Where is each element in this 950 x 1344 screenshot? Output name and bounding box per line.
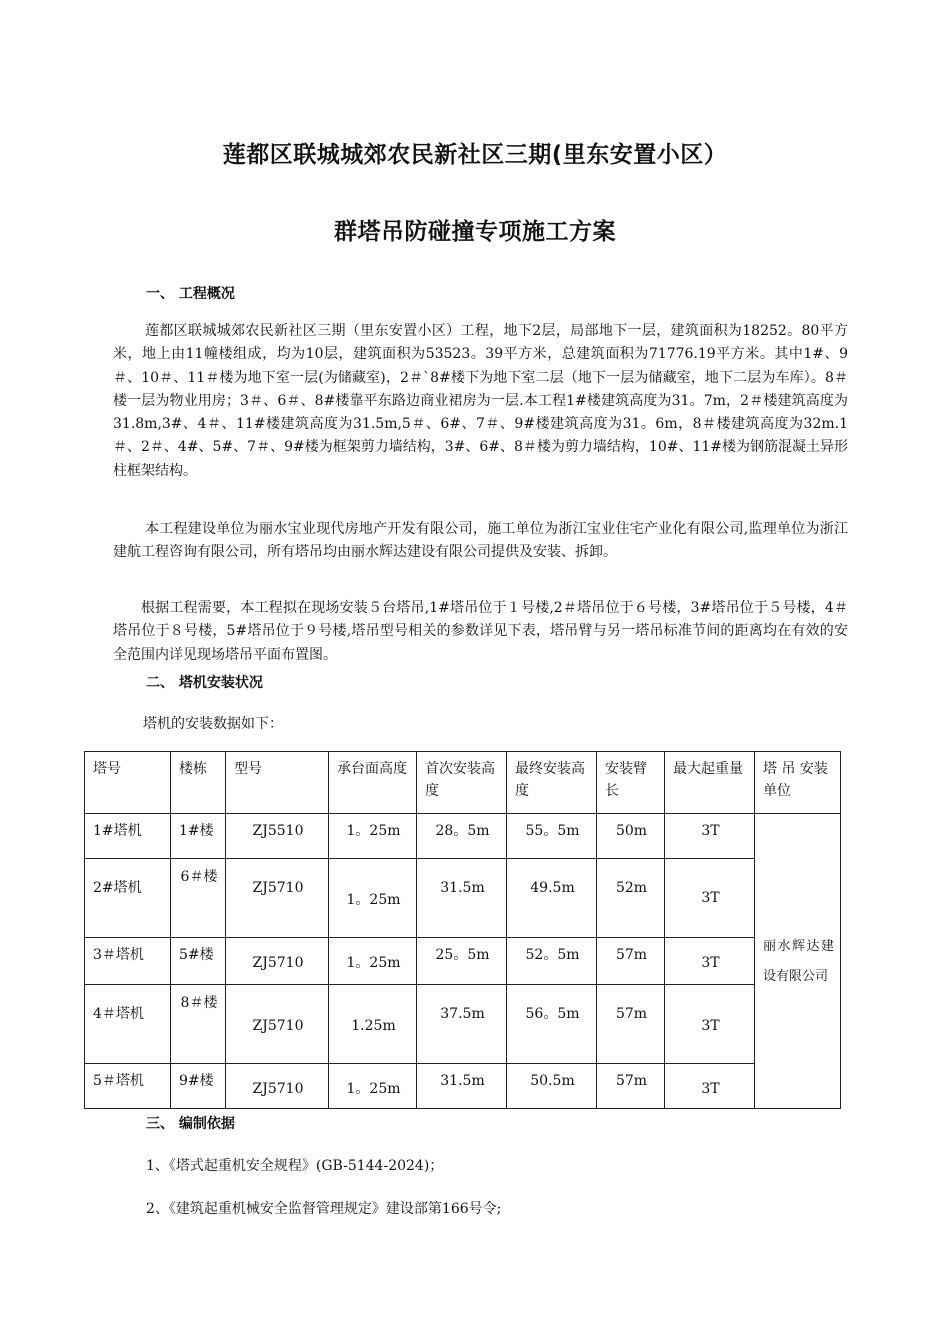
- reference-item: 2、《建筑起重机械安全监督管理规定》建设部第166号令;: [146, 1201, 502, 1217]
- table-row: [85, 1064, 841, 1109]
- section2-heading: 二、 塔机安装状况: [146, 675, 263, 691]
- cell-tower-no: 5＃塔机: [85, 1064, 171, 1109]
- cell-base-height: 1。25m: [329, 938, 417, 985]
- cell-model: ZJ5710: [226, 938, 329, 985]
- cell-tower-no: 1#塔机: [85, 814, 171, 859]
- cell-base-height: 1.25m: [329, 985, 417, 1064]
- cell-initial-height: 31.5m: [417, 859, 507, 938]
- table-row: [85, 938, 841, 985]
- section1-paragraph2: 本工程建设单位为丽水宝业现代房地产开发有限公司，施工单位为浙江宝业住宅产业化有限公司,监理单位为浙江建航工程咨询有限公司，所有塔吊均由丽水辉达建设有限公司提供及安装、拆卸。: [113, 521, 848, 561]
- header-cell: 最终安装高度: [507, 752, 597, 814]
- cell-initial-height: 37.5m: [417, 985, 507, 1064]
- cell-model: ZJ5710: [226, 1064, 329, 1109]
- section1-heading: 一、 工程概况: [146, 286, 235, 302]
- cell-max-load: 3T: [665, 985, 755, 1064]
- header-cell: 楼栋: [171, 752, 226, 814]
- tower-crane-table: [84, 751, 841, 1109]
- header-cell: 承台面高度: [329, 752, 417, 814]
- cell-max-load: 3T: [665, 938, 755, 985]
- cell-base-height: 1。25m: [329, 859, 417, 938]
- cell-final-height: 49.5m: [507, 859, 597, 938]
- section1-paragraph1: 莲都区联城城郊农民新社区三期（里东安置小区）工程，地下2层，局部地下一层，建筑面积为18252。80平方米，地上由11幢楼组成，均为10层，建筑面积为53523。39平方米，总建筑面积为71776.19平方米。其中1#、9＃、10＃、11＃楼为地下室一层(为储藏室)，2＃`8#楼下为地下室二层（地下一层为储藏室，地下二层为车库）。8＃楼一层为物业用房；3＃、6＃、8#楼靠平东路边商业裙房为一层.本工程1#楼建筑高度为31。7m，2＃楼建筑高度为31.8m,3#、4＃、11#楼建筑高度为31.5m,5＃、6#、7＃、9#楼建筑高度为31。6m，8＃楼建筑高度为32m.1＃、2＃、4#、5#、7＃、9#楼为框架剪力墙结构，3#、6#、8＃楼为剪力墙结构，10#、11#楼为钢筋混凝土异形柱框架结构。: [113, 323, 848, 479]
- cell-initial-height: 28。5m: [417, 814, 507, 859]
- cell-install-unit: 丽水辉达建设有限公司: [755, 814, 841, 1109]
- table-row: [85, 814, 841, 859]
- table-row: [85, 985, 841, 1064]
- section3-heading: 三、 编制依据: [146, 1116, 235, 1132]
- cell-initial-height: 31.5m: [417, 1064, 507, 1109]
- cell-jib-length: 57m: [597, 938, 665, 985]
- table-header-row: [85, 752, 841, 814]
- cell-jib-length: 52m: [597, 859, 665, 938]
- reference-item: 1、《塔式起重机安全规程》(GB-5144-2024)；: [146, 1158, 444, 1174]
- cell-max-load: 3T: [665, 1064, 755, 1109]
- cell-building: 1#楼: [171, 814, 226, 859]
- cell-building: 6＃楼: [171, 859, 226, 938]
- cell-max-load: 3T: [665, 859, 755, 938]
- cell-building: 9#楼: [171, 1064, 226, 1109]
- cell-final-height: 50.5m: [507, 1064, 597, 1109]
- cell-initial-height: 25。5m: [417, 938, 507, 985]
- document-title-line2: 群塔吊防碰撞专项施工方案: [334, 219, 616, 245]
- table-intro: 塔机的安装数据如下：: [143, 716, 283, 732]
- cell-tower-no: 4＃塔机: [85, 985, 171, 1064]
- header-cell: 塔 吊 安装单位: [755, 752, 841, 814]
- header-cell: 型号: [226, 752, 329, 814]
- header-cell: 最大起重量: [665, 752, 755, 814]
- cell-final-height: 56。5m: [507, 985, 597, 1064]
- cell-jib-length: 50m: [597, 814, 665, 859]
- cell-jib-length: 57m: [597, 1064, 665, 1109]
- cell-jib-length: 57m: [597, 985, 665, 1064]
- table-row: [85, 859, 841, 938]
- cell-final-height: 52。5m: [507, 938, 597, 985]
- cell-base-height: 1。25m: [329, 814, 417, 859]
- cell-model: ZJ5710: [226, 985, 329, 1064]
- cell-max-load: 3T: [665, 814, 755, 859]
- cell-base-height: 1。25m: [329, 1064, 417, 1109]
- cell-final-height: 55。5m: [507, 814, 597, 859]
- header-cell: 首次安装高度: [417, 752, 507, 814]
- document-title-line1: 莲都区联城城郊农民新社区三期(里东安置小区）: [222, 142, 728, 168]
- cell-tower-no: 3＃塔机: [85, 938, 171, 985]
- header-cell: 安装臂长: [597, 752, 665, 814]
- cell-model: ZJ5710: [226, 859, 329, 938]
- header-cell: 塔号: [85, 752, 171, 814]
- cell-building: 8＃楼: [171, 985, 226, 1064]
- cell-building: 5#楼: [171, 938, 226, 985]
- cell-tower-no: 2#塔机: [85, 859, 171, 938]
- cell-model: ZJ5510: [226, 814, 329, 859]
- section1-paragraph3: 根据工程需要，本工程拟在现场安装５台塔吊,1#塔吊位于１号楼,2＃塔吊位于６号楼，3#塔吊位于５号楼，4＃塔吊位于８号楼，5#塔吊位于９号楼,塔吊型号相关的参数详见下表，塔吊臂与另一塔吊标准节间的距离均在有效的安全范围内详见现场塔吊平面布置图。: [113, 600, 848, 663]
